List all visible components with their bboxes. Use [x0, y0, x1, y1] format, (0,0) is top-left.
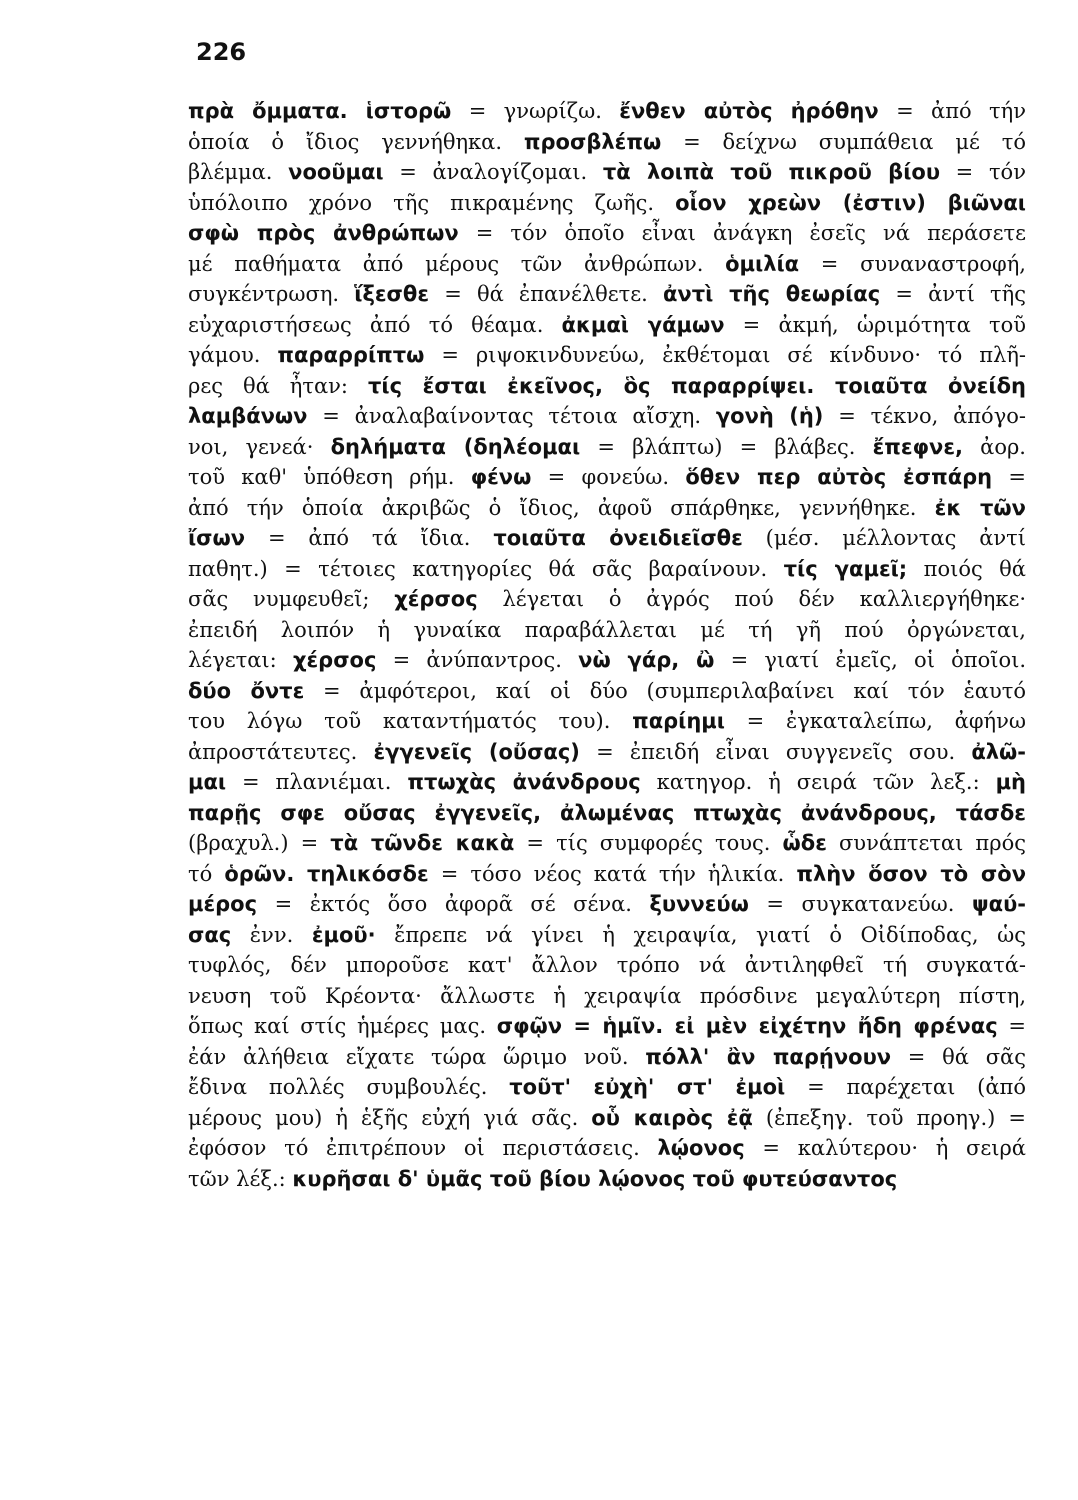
gloss-text: μέ παθήματα ἀπό μέρους τῶν ἀνθρώπων.	[188, 251, 726, 276]
gloss-text: λέγεται:	[188, 648, 293, 672]
gloss-text: νευση τοῦ Κρέοντα· ἄλλωστε ἡ χειραψία πρόσδινε μεγαλύτερη πίστη,	[188, 983, 1026, 1008]
text-line	[188, 1103, 1026, 1134]
text-line	[188, 828, 1026, 859]
lemma-bold: ὁμιλία	[725, 251, 800, 276]
lemma-bold: τίς ἔσται ἐκεῖνος, ὃς παραρρίψει. τοιαῦτα ὀνείδη	[367, 373, 1026, 398]
gloss-text: λέγεται ὁ ἀγρός πού δέν καλλιεργήθηκε·	[477, 587, 1026, 611]
gloss-text: (βραχυλ.) =	[188, 831, 331, 855]
lemma-bold: ψαύ-	[972, 892, 1026, 916]
gloss-text: = ἐκτός ὅσο ἀφορᾶ σέ σένα.	[257, 892, 650, 916]
text-line	[188, 188, 1026, 219]
lemma-bold: παρῇς σφε οὔσας ἐγγενεῖς, ἀλωμένας πτωχὰς ἀνάνδρους, τάσδε	[188, 800, 1026, 825]
lemma-bold: γονὴ (ἡ)	[715, 404, 824, 428]
gloss-text: = θά σᾶς	[891, 1044, 1026, 1069]
lemma-bold: δηλήματα (δηλέομαι	[330, 434, 581, 459]
gloss-text: ποιός θά	[907, 556, 1026, 581]
gloss-text: = φονεύω.	[531, 465, 686, 489]
text-line	[188, 401, 1026, 432]
text-line	[188, 157, 1026, 188]
gloss-text: ὑπόλοιπο χρόνο τῆς πικραμένης ζωῆς.	[188, 190, 676, 215]
gloss-text: βλέμμα.	[188, 160, 289, 184]
lemma-bold: μέρος	[188, 892, 258, 916]
lemma-bold: τοιαῦτα ὀνειδιεῖσθε	[493, 526, 743, 550]
gloss-text: τό	[188, 861, 225, 886]
lemma-bold: ἐκ τῶν	[934, 495, 1026, 520]
gloss-text: = ἀναλογίζομαι.	[383, 160, 603, 184]
gloss-text: ἔδινα πολλές συμβουλές.	[188, 1075, 510, 1099]
text-line	[188, 615, 1026, 646]
gloss-text: = βλάπτω) = βλάβες.	[580, 434, 873, 459]
gloss-text: ἐπειδή λοιπόν ἡ γυναίκα παραβάλλεται μέ τή γῆ πού ὀργώνεται,	[188, 617, 1026, 642]
text-line	[188, 249, 1026, 280]
gloss-text: ἐάν ἀλήθεια εἴχατε τώρα ὥριμο νοῦ.	[188, 1044, 646, 1069]
lemma-bold: τίς γαμεῖ;	[783, 556, 908, 581]
text-line	[188, 554, 1026, 585]
lemma-bold: τὰ τῶνδε κακὰ	[330, 831, 515, 855]
text-line	[188, 859, 1026, 890]
lemma-bold: φένω	[470, 465, 532, 489]
gloss-text: (ἐπεξηγ. τοῦ προηγ.) =	[752, 1105, 1026, 1130]
gloss-text: εὐχαριστήσεως ἀπό τό θέαμα.	[188, 312, 562, 337]
text-line	[188, 645, 1026, 676]
gloss-text: (μέσ. μέλλοντας ἀντί	[742, 526, 1026, 550]
text-line	[188, 371, 1026, 402]
gloss-text: = τόν ὁποῖο εἶναι ἀνάγκη ἐσεῖς νά περάσετε	[458, 221, 1026, 245]
gloss-text: γάμου.	[188, 343, 278, 367]
lemma-bold: ξυννεύω	[649, 892, 749, 916]
lemma-bold: σφῷν = ἡμῖν. εἰ μὲν εἰχέτην ἤδη φρένας	[496, 1014, 998, 1038]
text-line	[188, 127, 1026, 158]
gloss-text: = τίς συμφορές τους.	[514, 831, 783, 855]
lemma-bold: ἀλῶ-	[971, 739, 1026, 764]
gloss-text: = θά ἐπανέλθετε.	[429, 282, 663, 306]
gloss-text: = ριψοκινδυνεύω, ἐκθέτομαι σέ κίνδυνο· τό πλῆ-	[424, 343, 1026, 367]
commentary-text	[188, 96, 1026, 1194]
gloss-text: τοῦ καθ' ὑπόθεση ρήμ.	[188, 465, 471, 489]
gloss-text: ἐνν.	[231, 922, 312, 947]
gloss-text: = ἀκμή, ὡριμότητα τοῦ	[724, 312, 1026, 337]
lemma-bold: χέρσος	[292, 648, 377, 672]
lemma-bold: ἔπεφνε,	[872, 434, 963, 459]
gloss-text: νοι, γενεά·	[188, 434, 331, 459]
text-line	[188, 1042, 1026, 1073]
gloss-text: = πλανιέμαι.	[226, 770, 408, 794]
gloss-text: = ἀντί τῆς	[880, 282, 1026, 306]
lemma-bold: πόλλ' ἂν παρῄνουν	[645, 1044, 892, 1069]
gloss-text: = δείχνω συμπάθεια μέ τό	[661, 129, 1026, 154]
lemma-bold: προσβλέπω	[523, 129, 662, 154]
lemma-bold: τοῦτ' εὐχὴ' στ' ἐμοὶ	[509, 1075, 786, 1099]
lemma-bold: ὅθεν περ αὐτὸς ἐσπάρη	[685, 465, 993, 489]
lemma-bold: ὧδε	[782, 831, 827, 855]
gloss-text: = γνωρίζω.	[451, 99, 620, 123]
text-line	[188, 706, 1026, 737]
lemma-bold: λαμβάνων	[188, 404, 308, 428]
gloss-text: συνάπτεται πρός	[826, 831, 1026, 855]
gloss-text: = ἐγκαταλείπω, ἀφήνω	[724, 709, 1026, 733]
gloss-text: συγκέντρωση.	[188, 282, 355, 306]
gloss-text: = τέκνο, ἀπόγο-	[823, 404, 1026, 428]
lemma-bold: ὁρῶν. τηλικόσδε	[224, 861, 429, 886]
lemma-bold: δύο ὄντε	[188, 678, 305, 703]
gloss-text: = καλύτερου· ἡ σειρά	[744, 1136, 1026, 1160]
gloss-text: = παρέχεται (ἀπό	[785, 1075, 1026, 1099]
page-number: 226	[196, 38, 247, 66]
lemma-bold: ἴσων	[188, 526, 246, 550]
text-line	[188, 493, 1026, 524]
lemma-bold: ἀντὶ τῆς θεωρίας	[663, 282, 881, 306]
gloss-text: τῶν λέξ.:	[188, 1166, 293, 1191]
gloss-text: =	[992, 465, 1026, 489]
text-line	[188, 767, 1026, 798]
text-line	[188, 340, 1026, 371]
gloss-text: ἀπό τήν ὁποία ἀκριβῶς ὁ ἴδιος, ἀφοῦ σπάρθηκε, γεννήθηκε.	[188, 495, 935, 520]
text-line	[188, 798, 1026, 829]
lemma-bold: νὼ γάρ, ὢ	[578, 648, 715, 672]
text-line	[188, 737, 1026, 768]
text-line	[188, 584, 1026, 615]
lemma-bold: οἷον χρεὼν (ἐστιν) βιῶναι	[675, 190, 1026, 215]
text-line	[188, 1011, 1026, 1042]
gloss-text: = τόσο νέος κατά τήν ἡλικία.	[428, 861, 797, 886]
gloss-text: ὁποία ὁ ἴδιος γεννήθηκα.	[188, 129, 524, 154]
text-line	[188, 432, 1026, 463]
gloss-text: = συγκατανεύω.	[748, 892, 972, 916]
lemma-bold: παρίημι	[632, 709, 725, 733]
lemma-bold: χέρσος	[394, 587, 478, 611]
text-line	[188, 889, 1026, 920]
lemma-bold: ἐγγενεῖς (οὔσας)	[373, 739, 580, 764]
text-line	[188, 1072, 1026, 1103]
lemma-bold: πλὴν ὅσον τὸ σὸν	[796, 861, 1026, 886]
text-line	[188, 310, 1026, 341]
gloss-text: ὅπως καί στίς ἡμέρες μας.	[188, 1014, 497, 1038]
lemma-bold: πτωχὰς ἀνάνδρους	[407, 770, 641, 794]
gloss-text: = ἐπειδή εἶναι συγγενεῖς σου.	[579, 739, 972, 764]
gloss-text: κατηγορ. ἡ σειρά τῶν λεξ.:	[640, 770, 996, 794]
text-line	[188, 676, 1026, 707]
gloss-text: παθητ.) = τέτοιες κατηγορίες θά σᾶς βαραίνουν.	[188, 556, 784, 581]
text-line	[188, 981, 1026, 1012]
text-line	[188, 218, 1026, 249]
lemma-bold: μὴ	[995, 770, 1026, 794]
gloss-text: = ἀμφότεροι, καί οἱ δύο (συμπεριλαβαίνει καί τόν ἑαυτό	[304, 678, 1026, 703]
gloss-text: ἐφόσον τό ἐπιτρέπουν οἱ περιστάσεις.	[188, 1136, 658, 1160]
text-line	[188, 279, 1026, 310]
text-line	[188, 523, 1026, 554]
lemma-bold: τὰ λοιπὰ τοῦ πικροῦ βίου	[602, 160, 940, 184]
lemma-bold: σας	[188, 922, 232, 947]
lemma-bold: πρὰ ὄμματα. ἱστορῶ	[188, 99, 452, 123]
gloss-text: = ἀπό τήν	[878, 99, 1026, 123]
lemma-bold: σφὼ πρὸς ἀνθρώπων	[188, 221, 459, 245]
lemma-bold: ἐμοῦ·	[311, 922, 376, 947]
text-line	[188, 1164, 1026, 1195]
gloss-text: ρες θά ἦταν:	[188, 373, 368, 398]
lemma-bold: νοοῦμαι	[288, 160, 384, 184]
text-line	[188, 462, 1026, 493]
gloss-text: = τόν	[940, 160, 1026, 184]
gloss-text: του λόγω τοῦ καταντήματός του).	[188, 709, 633, 733]
text-line	[188, 920, 1026, 951]
gloss-text: ἔπρεπε νά γίνει ἡ χειραψία, γιατί ὁ Οἰδίποδας, ὡς	[375, 922, 1026, 947]
lemma-bold: παραρρίπτω	[277, 343, 425, 367]
gloss-text: ἀορ.	[962, 434, 1026, 459]
lemma-bold: κυρῆσαι δ' ὑμᾶς τοῦ βίου λῴονος τοῦ φυτεύσαντος	[292, 1166, 898, 1191]
gloss-text: =	[997, 1014, 1026, 1038]
gloss-text: τυφλός, δέν μποροῦσε κατ' ἄλλον τρόπο νά ἀντιληφθεῖ τή συγκατά-	[188, 953, 1026, 977]
lemma-bold: ἀκμαὶ γάμων	[561, 312, 725, 337]
text-line	[188, 1133, 1026, 1164]
text-line	[188, 96, 1026, 127]
gloss-text: = ἀπό τά ἴδια.	[245, 526, 494, 550]
lemma-bold: οὗ καιρὸς ἐᾷ	[591, 1105, 753, 1130]
gloss-text: μέρους μου) ἡ ἑξῆς εὐχή γιά σᾶς.	[188, 1105, 592, 1130]
gloss-text: = ἀνύπαντρος.	[376, 648, 579, 672]
lemma-bold: ἔνθεν αὐτὸς ἠρόθην	[619, 99, 879, 123]
gloss-text: ἀπροστάτευτες.	[188, 739, 374, 764]
text-line	[188, 950, 1026, 981]
gloss-text: = γιατί ἐμεῖς, οἱ ὁποῖοι.	[714, 648, 1026, 672]
gloss-text: σᾶς νυμφευθεῖ;	[188, 587, 395, 611]
lemma-bold: μαι	[188, 770, 227, 794]
gloss-text: = συναναστροφή,	[799, 251, 1026, 276]
gloss-text: = ἀναλαβαίνοντας τέτοια αἴσχη.	[307, 404, 716, 428]
lemma-bold: λῴονος	[657, 1136, 745, 1160]
lemma-bold: ἵξεσθε	[354, 282, 430, 306]
